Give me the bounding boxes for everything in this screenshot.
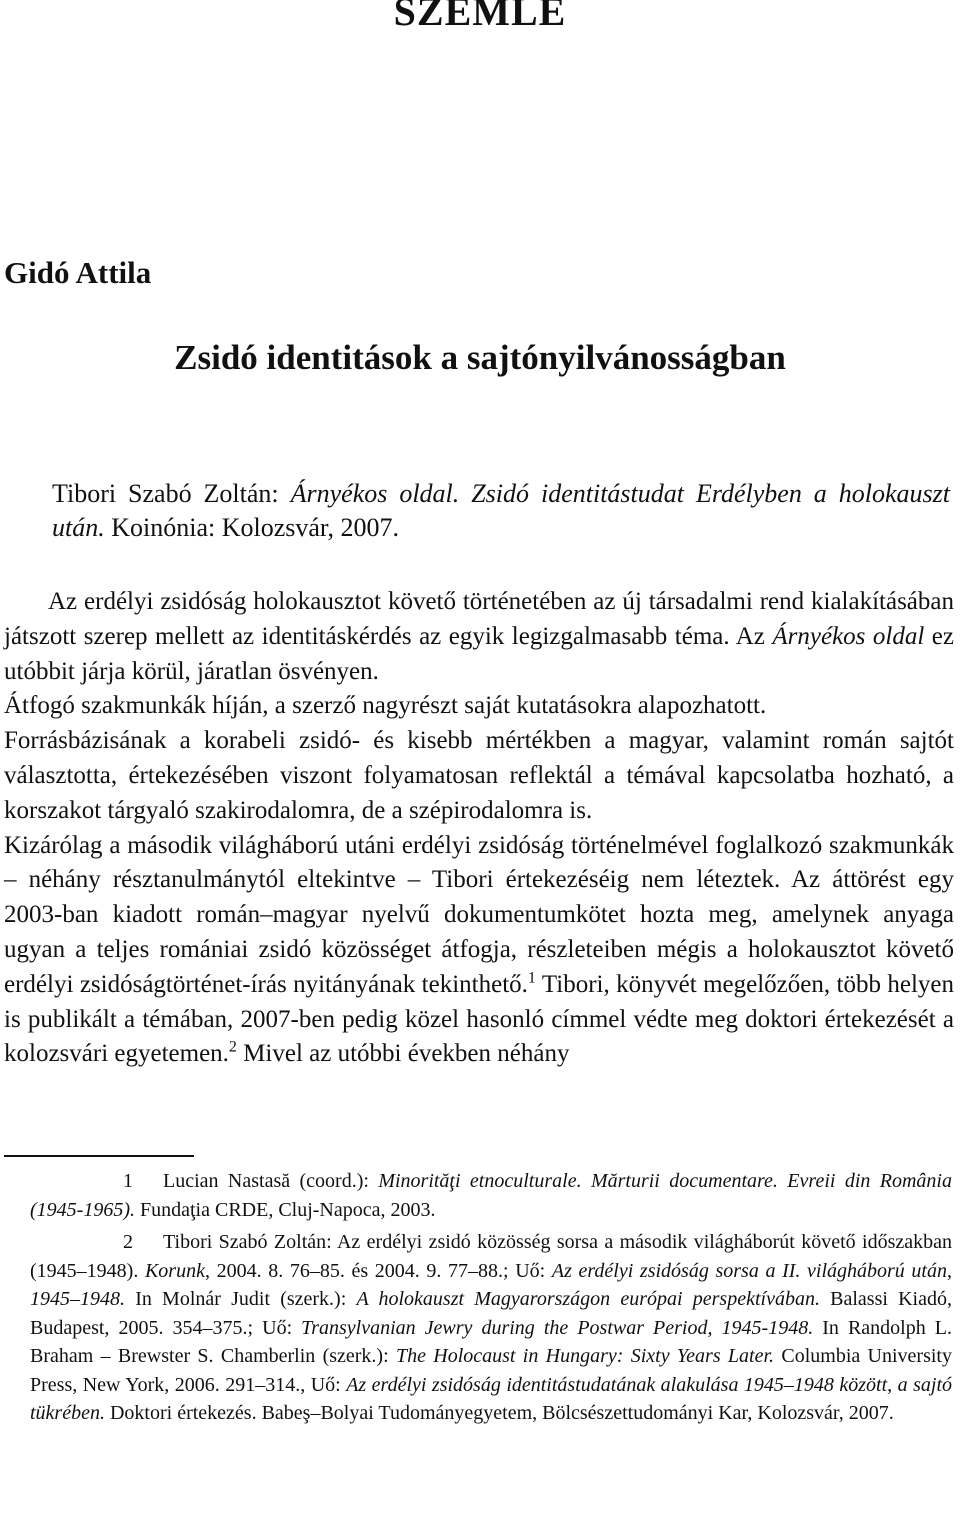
paragraph <box>4 829 954 1073</box>
paragraph <box>4 585 954 689</box>
text-run: , 2004. 8. 76–85. és 2004. 9. 77–88.; Uő: <box>204 1259 552 1282</box>
reviewed-work <box>52 477 950 545</box>
text-run-italic: Az erdélyi zsidóság sorsa a II. világháború után, 1945–1948. <box>30 1259 952 1310</box>
text-run-italic: Transylvanian Jewry during the Postwar Period, 1945-1948. <box>301 1316 814 1339</box>
text-run-italic: A holokauszt Magyarországon európai perspektívában. <box>356 1288 820 1310</box>
text-run: Columbia University Press, New York, 2006. 291–314., Uő: <box>30 1345 952 1396</box>
text-run: Kizárólag a második világháború utáni erdélyi zsidóság történelmével foglalkozó szakmunkák – néhány résztanulmánytól eltekintve – Tibori értekezéséig nem léteztek. Az áttörést egy 2003-ban kiadott román–magyar nyelvű dokumentumkötet hozta meg, amelynek anyaga ugyan a teljes romániai zsidó közösséget átfogja, részleteiben mégis a holokausztot követő erdélyi zsidóságtörténet-írás nyitányának tekinthető. <box>4 831 954 998</box>
text-run: Az erdélyi zsidóság holokausztot követő történetében az új társadalmi rend kialakításában játszott szerep mellett az identitáskérdés az egyik legizgalmasabb téma. Az <box>4 588 954 650</box>
text-run: Doktori értekezés. Babeş–Bolyai Tudományegyetem, Bölcsészettudományi Kar, Kolozsvár, 2007. <box>104 1402 894 1424</box>
footnote-separator <box>4 1155 194 1157</box>
text-run-italic: Az erdélyi zsidóság identitástudatának alakulása 1945–1948 között, a sajtó tükrében. <box>30 1373 953 1424</box>
footnote-number: 1 <box>123 1170 133 1192</box>
reviewed-publisher: Koinónia: Kolozsvár, 2007. <box>104 513 400 542</box>
text-run: In Molnár Judit (szerk.): <box>125 1288 357 1310</box>
paragraph: Forrásbázisának a korabeli zsidó- és kisebb mértékben a magyar, valamint román sajtót választotta, értekezésében viszont folyamatosan reflektál a témával kapcsolatba hozható, a korszakot tárgyaló szakirodalomra, de a szépirodalomra is. <box>4 727 954 824</box>
paragraph: Átfogó szakmunkák híján, a szerző nagyrészt saját kutatásokra alapozhatott. <box>4 692 767 720</box>
text-run: In Randolph L. Braham – Brewster S. Chamberlin (szerk.): <box>30 1316 952 1367</box>
text-run: ez utóbbit járja körül, járatlan ösvényen. <box>4 622 954 685</box>
footnote-ref-1[interactable]: 1 <box>527 969 536 987</box>
text-run-italic: Minorităţi etnoculturale. Mărturii documentare. Evreii din România (1945-1965). <box>30 1170 952 1221</box>
text-run-italic: Korunk <box>144 1259 205 1282</box>
article-body <box>4 585 954 1072</box>
text-run: Lucian Nastasă (coord.): <box>163 1170 379 1192</box>
footnote-number: 2 <box>123 1231 133 1253</box>
text-run: Fundaţia CRDE, Cluj-Napoca, 2003. <box>134 1198 436 1221</box>
article-title: Zsidó identitások a sajtónyilvánosságban <box>174 338 786 377</box>
book-title-inline: Árnyékos oldal <box>772 622 925 650</box>
section-title: SZEMLE <box>393 0 567 34</box>
reviewed-author: Tibori Szabó Zoltán: <box>52 479 291 508</box>
text-run: Balassi Kiadó, Budapest, 2005. 354–375.; Uő: <box>30 1288 952 1339</box>
footnote-ref-2[interactable]: 2 <box>228 1039 237 1057</box>
article-author: Gidó Attila <box>4 255 152 290</box>
text-run: Tibori Szabó Zoltán: Az erdélyi zsidó közösség sorsa a második világháborút követő időszakban (1945–1948). <box>30 1231 952 1282</box>
text-run: Mivel az utóbbi években néhány <box>236 1040 570 1068</box>
reviewed-title: Árnyékos oldal. Zsidó identitástudat Erdélyben a holokauszt után. <box>52 479 950 542</box>
footnote-2 <box>30 1228 952 1428</box>
footnote-1 <box>30 1167 952 1224</box>
text-run: Tibori, könyvét megelőzően, több helyen is publikált a témában, 2007-ben pedig közel hasonló címmel védte meg doktori értekezését a kolozsvári egyetemen. <box>4 970 954 1068</box>
text-run-italic: The Holocaust in Hungary: Sixty Years Later. <box>395 1345 775 1367</box>
footnotes <box>30 1167 952 1432</box>
